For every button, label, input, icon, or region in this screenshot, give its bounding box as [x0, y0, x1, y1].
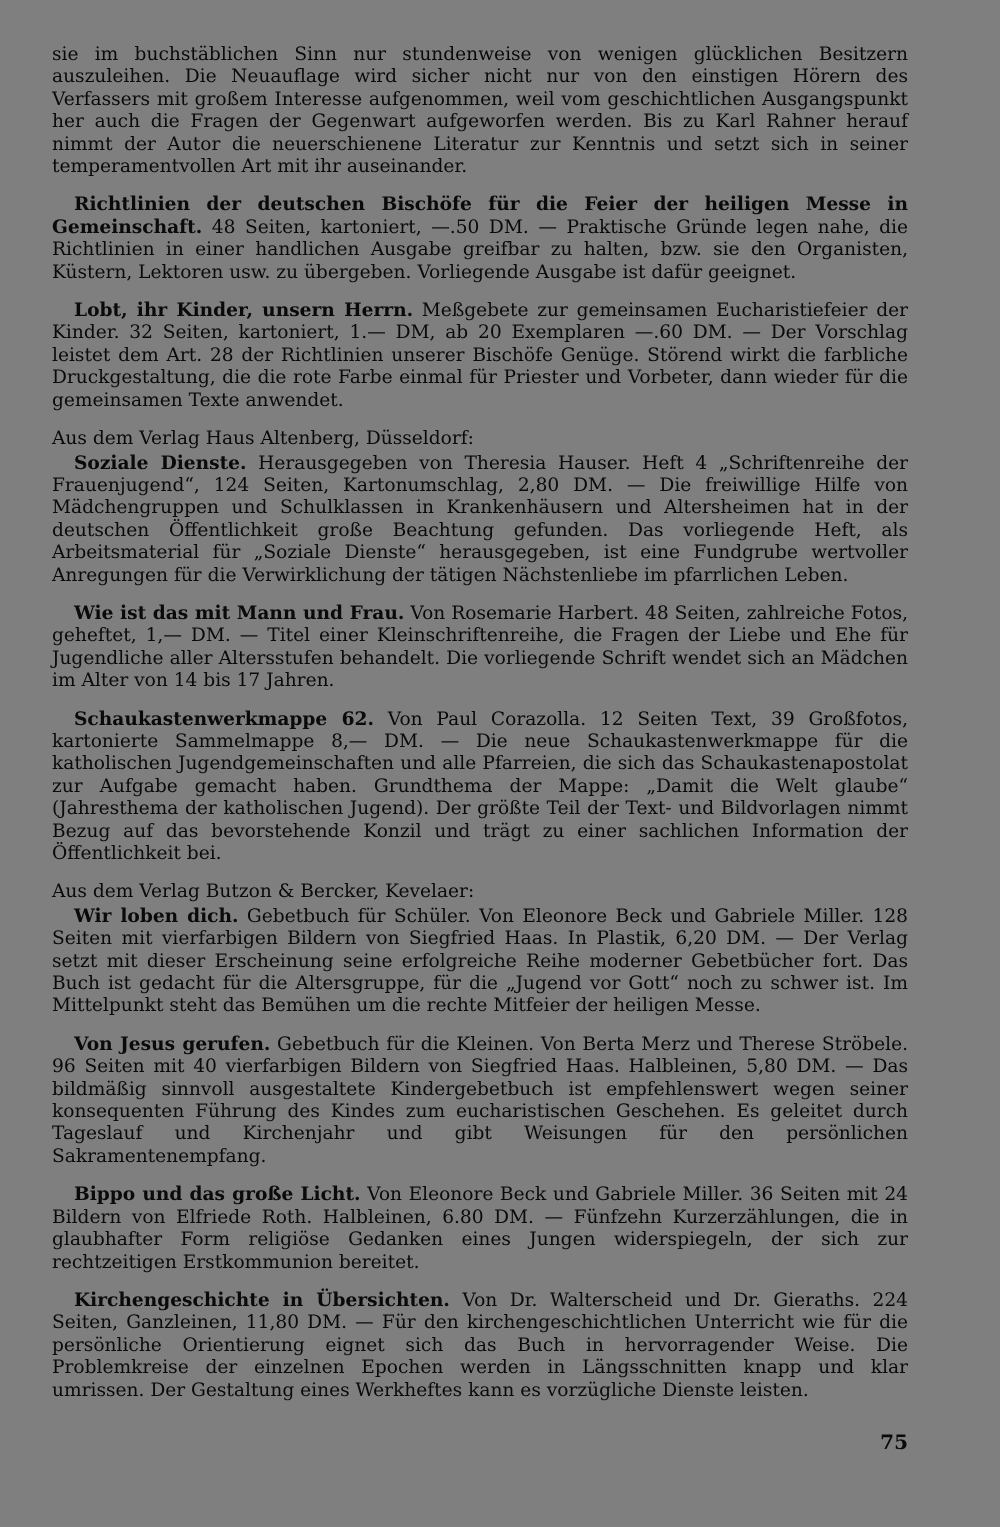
review-entry — [52, 1034, 908, 1168]
review-entry — [52, 194, 908, 284]
review-text: Von Rosemarie Harbert. 48 Seiten, zahlreiche Fotos, geheftet, 1,— DM. — Titel einer Kleinschriftenreihe, die Fragen der Liebe und Ehe für Jugendliche aller Altersstufen behandelt. Die vorliegende Schrift wendet sich an Mädchen im Alter von 14 bis 17 Jahren. — [52, 602, 908, 692]
review-entry — [52, 453, 908, 587]
book-title: Soziale Dienste. — [74, 452, 247, 474]
review-entry — [52, 300, 908, 412]
book-title: Wie ist das mit Mann und Frau. — [74, 602, 405, 624]
review-text: Meßgebete zur gemeinsamen Eucharistiefeier der Kinder. 32 Seiten, kartoniert, 1.— DM, ab 20 Exemplaren —.60 DM. — Der Vorschlag leistet dem Art. 28 der Richtlinien unserer Bischöfe Genüge. Störend wirkt die farbliche Druckgestaltung, die die rote Farbe einmal für Priester und Vorbeter, dann wieder für die gemeinsamen Texte anwendet. — [52, 300, 908, 411]
book-title: Bippo und das große Licht. — [74, 1184, 361, 1206]
review-text: Von Paul Corazolla. 12 Seiten Text, 39 Großfotos, kartonierte Sammelmappe 8,— DM. — Die neue Schaukastenwerkmappe für die katholischen Jugendgemeinschaften und alle Pfarreien, die sich das Schaukastenapostolat zur Aufgabe gemacht haben. Grundthema der Mappe: „Damit die Welt glaube“ (Jahresthema der katholischen Jugend). Der größte Teil der Text- und Bildvorlagen nimmt Bezug auf das bevorstehende Konzil und trägt zu einer sachlichen Information der Öffentlichkeit bei. — [52, 708, 908, 864]
paragraph-text: sie im buchstäblichen Sinn nur stundenweise von wenigen glücklichen Besitzern auszuleihen. Die Neuauflage wird sicher nicht nur von den einstigen Hörern des Verfassers mit großem Interesse aufgenommen, weil vom geschichtlichen Ausgangspunkt her auch die Fragen der Gegenwart aufgeworfen werden. Bis zu Karl Rahner herauf nimmt der Autor die neuerschienene Literatur zur Kenntnis und setzt sich in seiner temperamentvollen Art mit ihr auseinander. — [52, 44, 908, 178]
review-text: Herausgegeben von Theresia Hauser. Heft 4 „Schriftenreihe der Frauenjugend“, 124 Seiten, Kartonumschlag, 2,80 DM. — Die freiwillige Hilfe von Mädchengruppen und Schulklassen in Krankenhäusern und Altersheimen hat in der deutschen Öffentlichkeit große Beachtung gefunden. Das vorliegende Heft, als Arbeitsmaterial für „Soziale Dienste“ herausgegeben, ist eine Fundgrube wertvoller Anregungen für die Verwirklichung der tätigen Nächstenliebe im pfarrlichen Leben. — [52, 452, 909, 586]
publisher-heading — [52, 881, 908, 903]
paragraph-continuation — [52, 44, 908, 178]
publisher-heading — [52, 428, 908, 450]
review-entry — [52, 603, 908, 693]
book-title: Wir loben dich. — [74, 905, 239, 927]
review-text: Von Dr. Walterscheid und Dr. Gieraths. 224 Seiten, Ganzleinen, 11,80 DM. — Für den kirchengeschichtlichen Unterricht wie für die persönliche Orientierung eignet sich das Buch in hervorragender Weise. Die Problemkreise der einzelnen Epochen werden in Längsschnitten knapp und klar umrissen. Der Gestaltung eines Werkheftes kann es vorzügliche Dienste leisten. — [52, 1289, 908, 1401]
review-entry — [52, 1290, 908, 1402]
book-title: Richtlinien der deutschen Bischöfe für die Feier der heiligen Messe in Gemeinschaft. — [52, 194, 908, 238]
publisher-text: Aus dem Verlag Butzon & Bercker, Kevelaer: — [52, 881, 475, 903]
review-text: Gebetbuch für Schüler. Von Eleonore Beck und Gabriele Miller. 128 Seiten mit vierfarbigen Bildern von Siegfried Haas. In Plastik, 6,20 DM. — Der Verlag setzt mit dieser Erscheinung seine erfolgreiche Reihe moderner Gebetbücher fort. Das Buch ist gedacht für die Altersgruppe, für die „Jugend vor Gott“ noch zu schwer ist. Im Mittelpunkt steht das Bemühen um die rechte Mitfeier der heiligen Messe. — [52, 905, 908, 1017]
book-title: Kirchengeschichte in Übersichten. — [74, 1289, 450, 1311]
book-title: Lobt, ihr Kinder, unsern Herrn. — [74, 300, 414, 322]
review-text: Von Eleonore Beck und Gabriele Miller. 36 Seiten mit 24 Bildern von Elfriede Roth. Halbleinen, 6.80 DM. — Fünfzehn Kurzerzählungen, die in glaubhafter Form religiöse Gedanken eines Jungen widerspiegeln, der sich zur rechtzeitigen Erstkommunion bereitet. — [52, 1184, 908, 1273]
review-text: 48 Seiten, kartoniert, —.50 DM. — Praktische Gründe legen nahe, die Richtlinien in einer handlichen Ausgabe greifbar zu halten, bzw. sie den Organisten, Küstern, Lektoren usw. zu übergeben. Vorliegende Ausgabe ist dafür geeignet. — [52, 216, 908, 283]
review-entry — [52, 1184, 908, 1274]
book-title: Schaukastenwerkmappe 62. — [74, 708, 374, 730]
book-title: Von Jesus gerufen. — [74, 1033, 271, 1055]
publisher-text: Aus dem Verlag Haus Altenberg, Düsseldorf: — [52, 428, 474, 450]
review-entry — [52, 906, 908, 1018]
page-body — [52, 44, 908, 1402]
page-number: 75 — [880, 1430, 908, 1454]
review-entry — [52, 709, 908, 866]
review-text: Gebetbuch für die Kleinen. Von Berta Merz und Therese Ströbele. 96 Seiten mit 40 vierfarbigen Bildern von Siegfried Haas. Halbleinen, 5,80 DM. — Das bildmäßig sinnvoll ausgestaltete Kindergebetbuch ist empfehlenswert wegen seiner konsequenten Führung des Kindes zum eucharistischen Geschehen. Es geleitet durch Tageslauf und Kirchenjahr und gibt Weisungen für den persönlichen Sakramentenempfang. — [52, 1033, 908, 1167]
